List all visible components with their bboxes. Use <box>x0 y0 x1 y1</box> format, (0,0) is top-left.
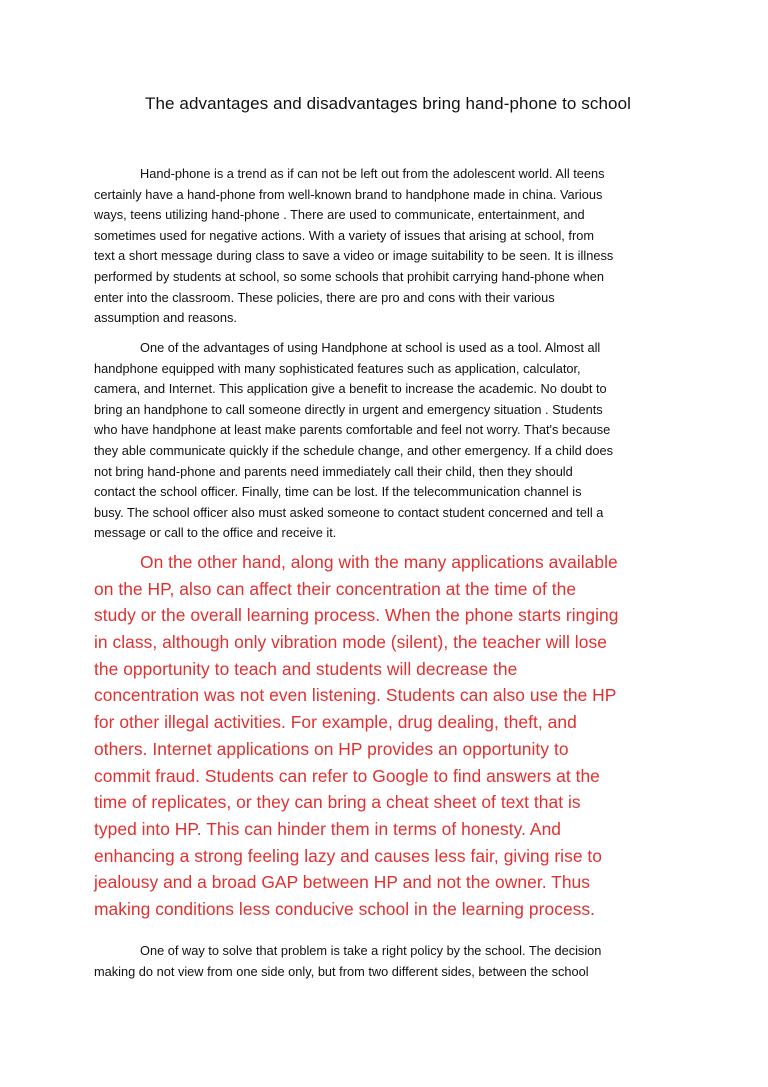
text-line: who have handphone at least make parents comfortable and feel not worry. That's because <box>94 422 611 438</box>
text-line: text a short message during class to save a video or image suitability to be seen. It is illness <box>94 248 614 264</box>
text-line: camera, and Internet. This application give a benefit to increase the academic. No doubt to <box>94 381 607 397</box>
text-line: they able communicate quickly if the schedule change, and other emergency. If a child does <box>94 442 614 458</box>
text-line: for other illegal activities. For example, drug dealing, theft, and <box>94 712 577 733</box>
text-line: not bring hand-phone and parents need immediately call their child, then they should <box>94 463 573 479</box>
text-line: enter into the classroom. These policies, there are pro and cons with their various <box>94 289 555 305</box>
text-line: certainly have a hand-phone from well-known brand to handphone made in china. Various <box>94 186 603 202</box>
text-line: Hand-phone is a trend as if can not be left out from the adolescent world. All teens <box>140 166 605 181</box>
text-line: message or call to the office and receive it. <box>94 525 337 541</box>
text-line: performed by students at school, so some schools that prohibit carrying hand-phone when <box>94 268 605 284</box>
text-line: sometimes used for negative actions. With a variety of issues that arising at school, from <box>94 227 595 243</box>
paragraph-solution <box>94 941 601 982</box>
text-line: assumption and reasons. <box>94 310 237 326</box>
text-line: commit fraud. Students can refer to Google to find answers at the <box>94 765 600 786</box>
text-line: concentration was not even listening. Students can also use the HP <box>94 685 617 706</box>
text-line: typed into HP. This can hinder them in terms of honesty. And <box>94 818 562 839</box>
text-line: busy. The school officer also must asked someone to contact student concerned and tell a <box>94 504 604 520</box>
text-line: on the HP, also can affect their concentration at the time of the <box>94 578 577 599</box>
text-line: handphone equipped with many sophisticated features such as application, calculator, <box>94 360 581 376</box>
text-line: others. Internet applications on HP provides an opportunity to <box>94 738 569 759</box>
paragraph-advantages <box>94 338 613 544</box>
text-line: the opportunity to teach and students will decrease the <box>94 658 518 679</box>
text-line: One of the advantages of using Handphone at school is used as a tool. Almost all <box>140 340 601 355</box>
text-line: jealousy and a broad GAP between HP and not the owner. Thus <box>94 872 591 893</box>
text-line: study or the overall learning process. When the phone starts ringing <box>94 605 619 626</box>
text-line: contact the school officer. Finally, time can be lost. If the telecommunication channel is <box>94 484 582 500</box>
text-line: time of replicates, or they can bring a cheat sheet of text that is <box>94 792 581 813</box>
text-line: in class, although only vibration mode (silent), the teacher will lose <box>94 632 607 653</box>
text-line: enhancing a strong feeling lazy and causes less fair, giving rise to <box>94 845 603 866</box>
text-line: ways, teens utilizing hand-phone . There are used to communicate, entertainment, and <box>94 207 585 223</box>
text-line: bring an handphone to call someone directly in urgent and emergency situation . Students <box>94 401 603 417</box>
document-title: The advantages and disadvantages bring hand-phone to school <box>145 94 632 113</box>
text-line: On the other hand, along with the many applications available <box>140 552 618 572</box>
text-line: making do not view from one side only, but from two different sides, between the school <box>94 963 589 979</box>
text-line: One of way to solve that problem is take a right policy by the school. The decision <box>140 943 602 958</box>
paragraph-intro <box>94 164 613 329</box>
text-line: making conditions less conducive school in the learning process. <box>94 898 596 919</box>
paragraph-disadvantages <box>94 549 618 923</box>
